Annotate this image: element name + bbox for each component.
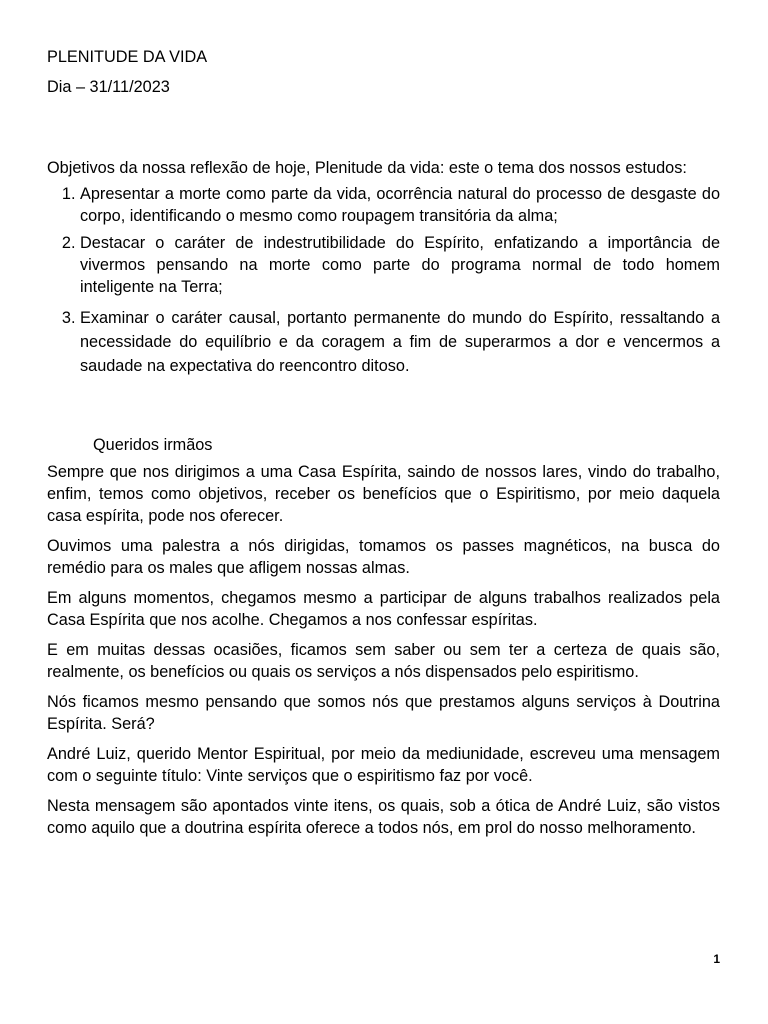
- document-page: [47, 46, 720, 847]
- objective-item: 3. Examinar o caráter causal, portanto permanente do mundo do Espírito, ressaltando a necessidade do equilíbrio e da coragem a fim de superarmos a dor e vencermos a saudade na expectativa do reencontro ditoso.: [80, 306, 720, 378]
- objective-item: 2. Destacar o caráter de indestrutibilidade do Espírito, enfatizando a importância de vivermos pensando na morte como parte do programa normal de todo homem inteligente na Terra;: [80, 232, 720, 298]
- intro-paragraph: Objetivos da nossa reflexão de hoje, Plenitude da vida: este o tema dos nossos estudos:: [47, 159, 687, 177]
- body-paragraph: Em alguns momentos, chegamos mesmo a participar de alguns trabalhos realizados pela Casa Espírita que nos acolhe. Chegamos a nos confessar espíritas.: [47, 589, 720, 629]
- body-paragraph: E em muitas dessas ocasiões, ficamos sem saber ou sem ter a certeza de quais são, realmente, os benefícios ou quais os serviços a nós dispensados pelo espiritismo.: [47, 641, 720, 681]
- body-paragraph: Nós ficamos mesmo pensando que somos nós que prestamos alguns serviços à Doutrina Espírita. Será?: [47, 693, 720, 733]
- body-paragraph: Ouvimos uma palestra a nós dirigidas, tomamos os passes magnéticos, na busca do remédio para os males que afligem nossas almas.: [47, 537, 720, 577]
- page-number: 1: [713, 952, 720, 966]
- objectives-list: [47, 183, 720, 378]
- objective-item: 1. Apresentar a morte como parte da vida, ocorrência natural do processo de desgaste do corpo, identificando o mesmo como roupagem transitória da alma;: [80, 183, 720, 227]
- greeting: Queridos irmãos: [93, 436, 213, 454]
- body-paragraph: Nesta mensagem são apontados vinte itens, os quais, sob a ótica de André Luiz, são vistos como aquilo que a doutrina espírita oferece a todos nós, em prol do nosso melhoramento.: [47, 797, 720, 837]
- body-paragraph: Sempre que nos dirigimos a uma Casa Espírita, saindo de nossos lares, vindo do trabalho, enfim, temos como objetivos, receber os benefícios que o Espiritismo, por meio daquela casa espírita, pode nos oferecer.: [47, 463, 720, 525]
- body-paragraph: André Luiz, querido Mentor Espiritual, por meio da mediunidade, escreveu uma mensagem com o seguinte título: Vinte serviços que o espiritismo faz por você.: [47, 745, 720, 785]
- document-date: Dia – 31/11/2023: [47, 78, 170, 96]
- document-title: PLENITUDE DA VIDA: [47, 48, 208, 66]
